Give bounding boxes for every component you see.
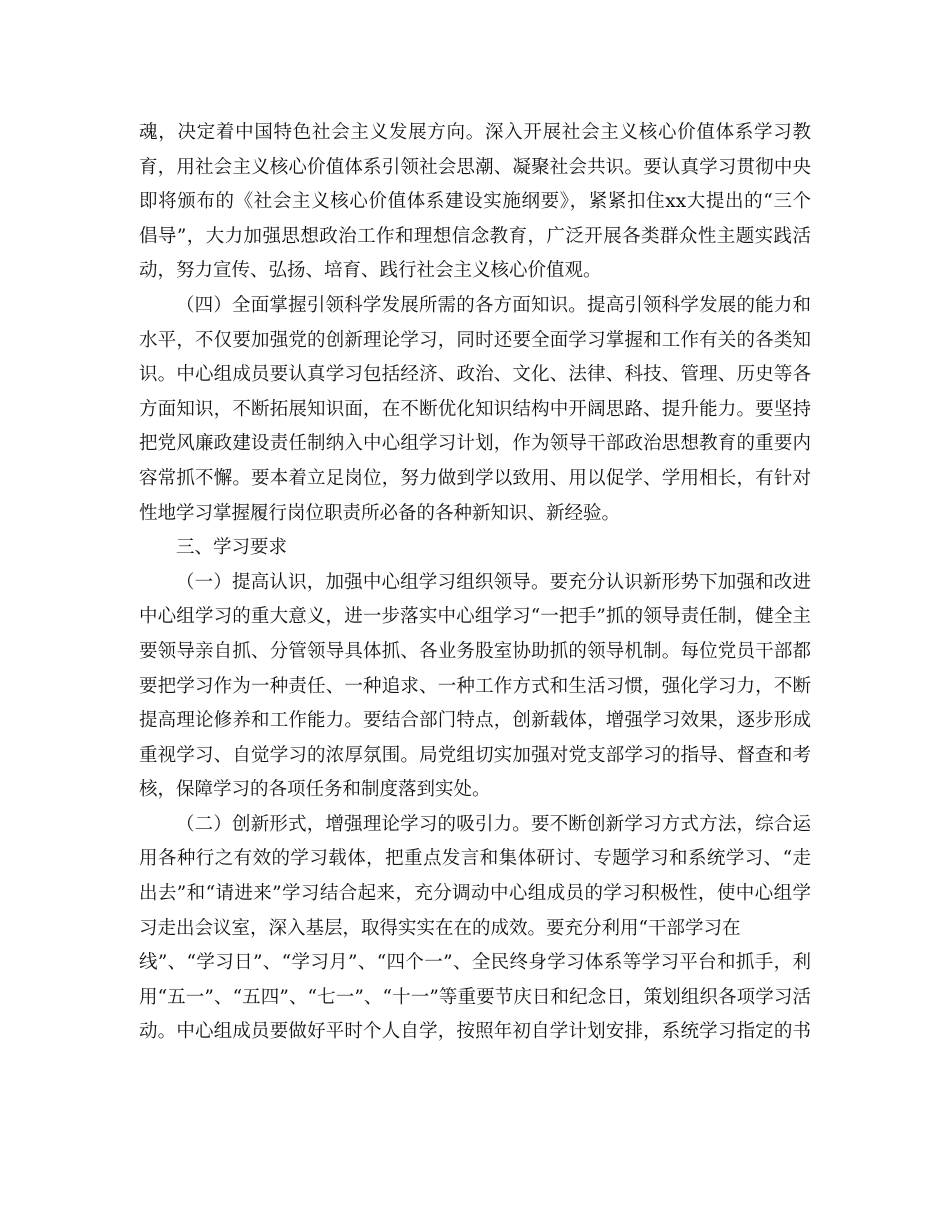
- text-line: 方面知识，不断拓展知识面，在不断优化知识结构中开阔思路、提升能力。要坚持: [139, 398, 811, 420]
- text-line: 魂，决定着中国特色社会主义发展方向。深入开展社会主义核心价值体系学习教: [139, 122, 811, 143]
- text-line: 要把学习作为一种责任、一种追求、一种工作方式和生活习惯，强化学习力，不断: [139, 675, 811, 697]
- text-line: 容常抓不懈。要本着立足岗位，努力做到学以致用、用以促学、学用相长，有针对: [139, 467, 811, 489]
- text-line: 线”、“学习日”、“学习月”、“四个一”、全民终身学习体系等学习平台和抓手，利: [139, 952, 811, 974]
- paragraph-heading-line: （二）创新形式，增强理论学习的吸引力。要不断创新学习方式方法，综合运: [176, 813, 811, 835]
- text-line: 识。中心组成员要认真学习包括经济、政治、文化、法律、科技、管理、历史等各: [139, 364, 811, 386]
- text-line: 水平，不仅要加强党的创新理论学习，同时还要全面学习掌握和工作有关的各类知: [139, 329, 811, 351]
- section-heading: 三、学习要求: [176, 537, 288, 559]
- text-line: 重视学习、自觉学习的浓厚氛围。局党组切实加强对党支部学习的指导、督查和考: [139, 744, 811, 766]
- text-line: 要领导亲自抓、分管领导具体抓、各业务股室协助抓的领导机制。每位党员干部都: [139, 640, 811, 662]
- text-line: 育，用社会主义核心价值体系引领社会思潮、凝聚社会共识。要认真学习贯彻中央: [139, 156, 811, 178]
- text-line: 倡导”，大力加强思想政治工作和理想信念教育，广泛开展各类群众性主题实践活: [139, 225, 811, 247]
- text-line: 把党风廉政建设责任制纳入中心组学习计划，作为领导干部政治思想教育的重要内: [139, 433, 811, 455]
- text-line: 即将颁布的《社会主义核心价值体系建设实施纲要》，紧紧扣住xx大提出的“三个: [139, 191, 811, 213]
- text-line: 用“五一”、“五四”、“七一”、“十一”等重要节庆日和纪念日，策划组织各项学习活: [139, 986, 811, 1008]
- text-line: 核，保障学习的各项任务和制度落到实处。: [139, 779, 491, 801]
- text-line: 习走出会议室，深入基层，取得实实在在的成效。要充分利用“干部学习在: [139, 917, 741, 939]
- paragraph-heading-line: （一）提高认识，加强中心组学习组织领导。要充分认识新形势下加强和改进: [176, 571, 811, 593]
- text-line: 用各种行之有效的学习载体，把重点发言和集体研讨、专题学习和系统学习、“走: [139, 848, 811, 870]
- text-line: 性地学习掌握履行岗位职责所必备的各种新知识、新经验。: [139, 502, 621, 524]
- text-line: 动，努力宣传、弘扬、培育、践行社会主义核心价值观。: [139, 260, 602, 282]
- document-body: [139, 116, 811, 1050]
- text-line: 出去”和“请进来”学习结合起来，充分调动中心组成员的学习积极性，使中心组学: [139, 883, 811, 905]
- text-line: 动。中心组成员要做好平时个人自学，按照年初自学计划安排，系统学习指定的书: [139, 1021, 811, 1043]
- text-line: 中心组学习的重大意义，进一步落实中心组学习“一把手”抓的领导责任制，健全主: [139, 606, 811, 628]
- paragraph-heading-line: （四）全面掌握引领科学发展所需的各方面知识。提高引领科学发展的能力和: [176, 294, 811, 316]
- text-line: 提高理论修养和工作能力。要结合部门特点，创新载体，增强学习效果，逐步形成: [139, 710, 811, 732]
